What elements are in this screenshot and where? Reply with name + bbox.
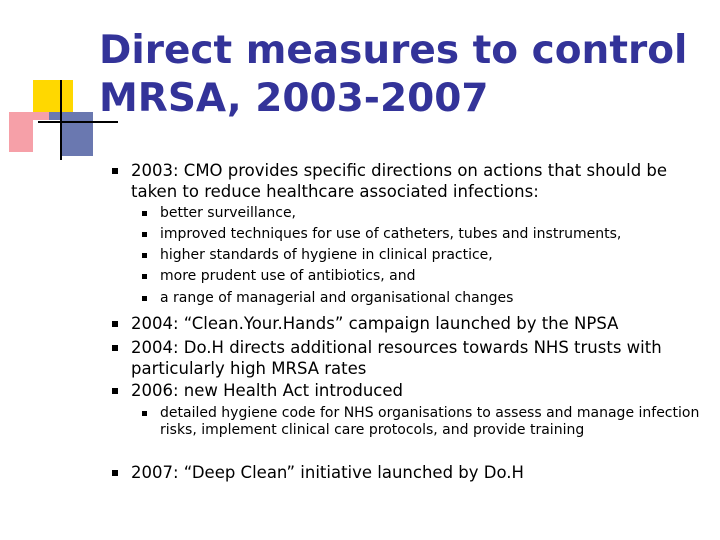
sub-bullet-item [142, 226, 702, 243]
square-bullet-icon [142, 274, 147, 279]
sub-bullet-text: detailed hygiene code for NHS organisations to assess and manage infection risks, implement clinical care protocols, and provide training [160, 405, 700, 438]
square-bullet-icon [112, 168, 118, 174]
decor-white-square [33, 120, 61, 156]
bullet-item-2004-npsa [112, 313, 702, 334]
sub-bullet-text: more prudent use of antibiotics, and [160, 268, 416, 284]
square-bullet-icon [112, 345, 118, 351]
square-bullet-icon [112, 388, 118, 394]
sub-bullet-text: higher standards of hygiene in clinical practice, [160, 247, 493, 263]
square-bullet-icon [142, 232, 147, 237]
bullet-item-2007 [112, 462, 702, 483]
square-bullet-icon [142, 253, 147, 258]
sub-bullet-text: better surveillance, [160, 205, 297, 221]
sub-bullet-item [142, 247, 702, 264]
sub-bullet-text: a range of managerial and organisational changes [160, 290, 514, 306]
sub-bullet-item [142, 405, 702, 439]
bullet-text: 2004: “Clean.Your.Hands” campaign launched by the NPSA [131, 314, 619, 333]
bullet-item-2006 [112, 380, 702, 401]
slide-title: Direct measures to control MRSA, 2003-2007 [99, 28, 688, 121]
sub-bullet-item [142, 268, 702, 285]
bullet-item-2004-doh [112, 337, 702, 379]
square-bullet-icon [142, 211, 147, 216]
square-bullet-icon [112, 321, 118, 327]
sub-bullet-item [142, 290, 702, 307]
bullet-text: 2007: “Deep Clean” initiative launched by Do.H [131, 463, 524, 482]
bullet-text: 2003: CMO provides specific directions on actions that should be taken to reduce healthcare associated infections: [131, 161, 668, 201]
bullet-item-2003 [112, 160, 702, 202]
sub-bullet-item [142, 205, 702, 222]
bullet-text: 2004: Do.H directs additional resources towards NHS trusts with particularly high MRSA rates [131, 338, 662, 378]
bullet-text: 2006: new Health Act introduced [131, 381, 404, 400]
square-bullet-icon [112, 470, 118, 476]
square-bullet-icon [142, 296, 147, 301]
decor-vertical-line [60, 80, 62, 160]
sub-bullet-text: improved techniques for use of catheters, tubes and instruments, [160, 226, 622, 242]
square-bullet-icon [142, 411, 147, 416]
